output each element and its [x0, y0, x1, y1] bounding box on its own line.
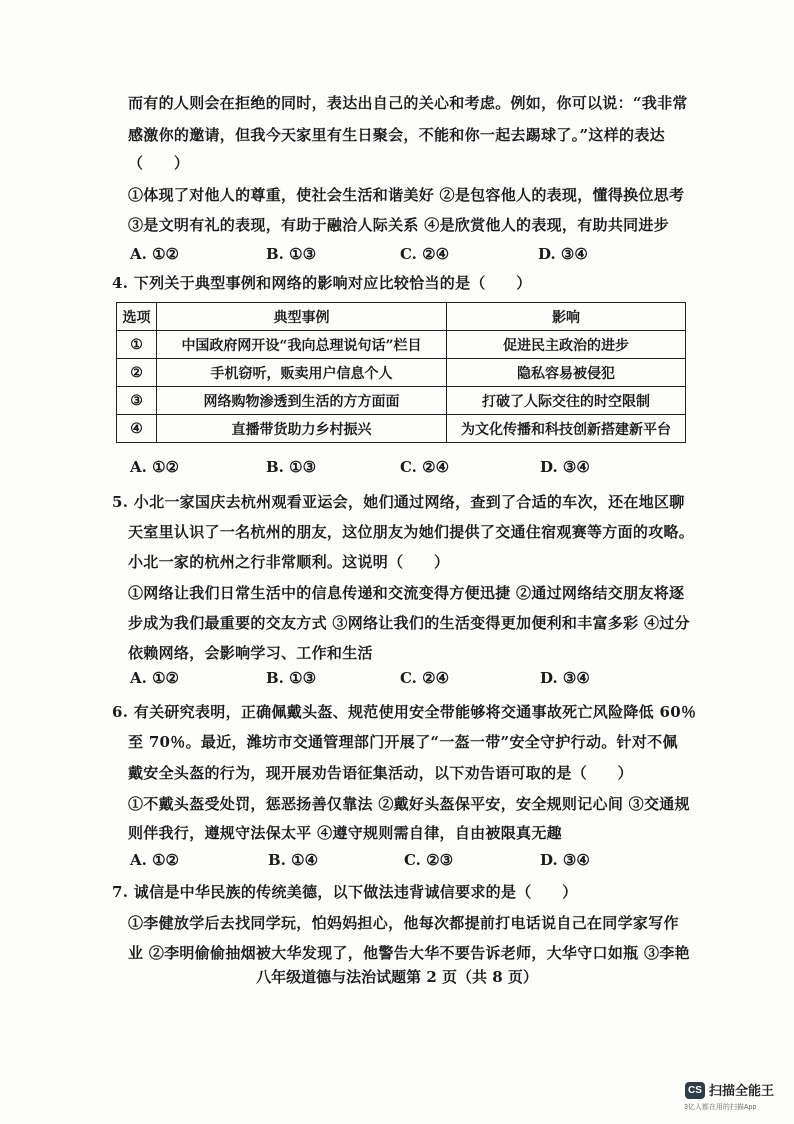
- camscanner-logo-icon: CS: [685, 1082, 705, 1099]
- q4-stem: 4. 下列关于典型事例和网络的影响对应比较恰当的是（ ）: [112, 274, 532, 292]
- q6-choices-line-1: ①不戴头盔受处罚，惩恶扬善仅靠法 ②戴好头盔保平安，安全规则记心间 ③交通规: [128, 795, 690, 813]
- q3-choices-line-1: ①体现了对他人的尊重，使社会生活和谐美好 ②是包容他人的表现，懂得换位思考: [128, 186, 685, 204]
- q5-choices-line-2: 步成为我们最重要的交友方式 ③网络让我们的生活变得更加便利和丰富多彩 ④过分: [128, 614, 690, 632]
- table-cell: ①: [117, 331, 157, 359]
- q5-stem-line-3: 小北一家的杭州之行非常顺利。这说明（ ）: [128, 553, 450, 571]
- q3-option-c: C. ②④: [400, 245, 450, 263]
- q5-option-b: B. ①③: [266, 669, 317, 687]
- table-cell: 为文化传播和科技创新搭建新平台: [447, 415, 686, 443]
- table-cell: ②: [117, 359, 157, 387]
- table-cell: 中国政府网开设“我向总理说句话”栏目: [157, 331, 447, 359]
- table-header-cell: 典型事例: [157, 303, 447, 331]
- q3-option-b: B. ①③: [266, 245, 317, 263]
- q5-stem-line-1: 5. 小北一家国庆去杭州观看亚运会，她们通过网络，查到了合适的车次，还在地区聊: [112, 493, 685, 511]
- q3-option-a: A. ①②: [130, 245, 179, 263]
- q5-choices-line-3: 依赖网络，会影响学习、工作和生活: [128, 644, 373, 662]
- q5-option-c: C. ②④: [400, 669, 450, 687]
- table-header-cell: 选项: [117, 303, 157, 331]
- q4-option-b: B. ①③: [266, 458, 317, 476]
- table-cell: 打破了人际交往的时空限制: [447, 387, 686, 415]
- q5-option-d: D. ③④: [540, 669, 590, 687]
- q5-choices-line-1: ①网络让我们日常生活中的信息传递和交流变得方便迅捷 ②通过网络结交朋友将逐: [128, 584, 685, 602]
- table-cell: 手机窃听，贩卖用户信息个人: [157, 359, 447, 387]
- q6-choices-line-2: 则伴我行，遵规守法保太平 ④遵守规则需自律，自由被限真无趣: [128, 824, 562, 842]
- q6-stem-line-3: 戴安全头盔的行为，现开展劝告语征集活动，以下劝告语可取的是（ ）: [128, 764, 633, 782]
- q3-choices-line-2: ③是文明有礼的表现，有助于融洽人际关系 ④是欣赏他人的表现，有助共同进步: [128, 216, 670, 234]
- q3-stem-line-2: 感激你的邀请，但我今天家里有生日聚会，不能和你一起去踢球了。”这样的表达: [128, 126, 665, 144]
- q7-choices-line-1: ①李健放学后去找同学玩，怕妈妈担心，他每次都提前打电话说自己在同学家写作: [128, 914, 679, 932]
- table-row: [117, 415, 686, 443]
- q6-option-c: C. ②③: [404, 851, 454, 869]
- q6-option-d: D. ③④: [540, 851, 590, 869]
- q7-stem: 7. 诚信是中华民族的传统美德，以下做法违背诚信要求的是（ ）: [112, 883, 578, 901]
- table-row: [117, 359, 686, 387]
- q3-stem-line-1: 而有的人则会在拒绝的同时，表达出自己的关心和考虑。例如，你可以说：“我非常: [128, 94, 688, 112]
- table-row: [117, 331, 686, 359]
- q4-table: [116, 302, 686, 443]
- q3-answer-blank: （ ）: [128, 154, 190, 172]
- watermark-tagline: 3亿人都在用的扫描App: [684, 1104, 757, 1111]
- table-header-cell: 影响: [447, 303, 686, 331]
- table-row: [117, 387, 686, 415]
- q5-option-a: A. ①②: [130, 669, 179, 687]
- table-cell: 隐私容易被侵犯: [447, 359, 686, 387]
- table-cell: 直播带货助力乡村振兴: [157, 415, 447, 443]
- q6-stem-line-1: 6. 有关研究表明，正确佩戴头盔、规范使用安全带能够将交通事故死亡风险降低 60％: [112, 703, 697, 721]
- q6-stem-line-2: 至 70％。最近，潍坊市交通管理部门开展了“一盔一带”安全守护行动。针对不佩: [128, 733, 678, 751]
- q4-option-c: C. ②④: [400, 458, 450, 476]
- table-cell: 网络购物渗透到生活的方方面面: [157, 387, 447, 415]
- q4-option-a: A. ①②: [130, 458, 179, 476]
- q7-choices-line-2: 业 ②李明偷偷抽烟被大华发现了，他警告大华不要告诉老师，大华守口如瓶 ③李艳: [128, 944, 690, 962]
- q5-stem-line-2: 天室里认识了一名杭州的朋友，这位朋友为她们提供了交通住宿观赛等方面的攻略。: [128, 523, 695, 541]
- q6-option-a: A. ①②: [130, 851, 179, 869]
- table-header-row: [117, 303, 686, 331]
- table-cell: 促进民主政治的进步: [447, 331, 686, 359]
- table-cell: ③: [117, 387, 157, 415]
- watermark-app-name: 扫描全能王: [709, 1083, 775, 1098]
- page-footer: 八年级道德与法治试题第 2 页（共 8 页）: [256, 968, 538, 986]
- table-cell: ④: [117, 415, 157, 443]
- q6-option-b: B. ①④: [268, 851, 319, 869]
- q3-option-d: D. ③④: [538, 245, 588, 263]
- q4-option-d: D. ③④: [540, 458, 590, 476]
